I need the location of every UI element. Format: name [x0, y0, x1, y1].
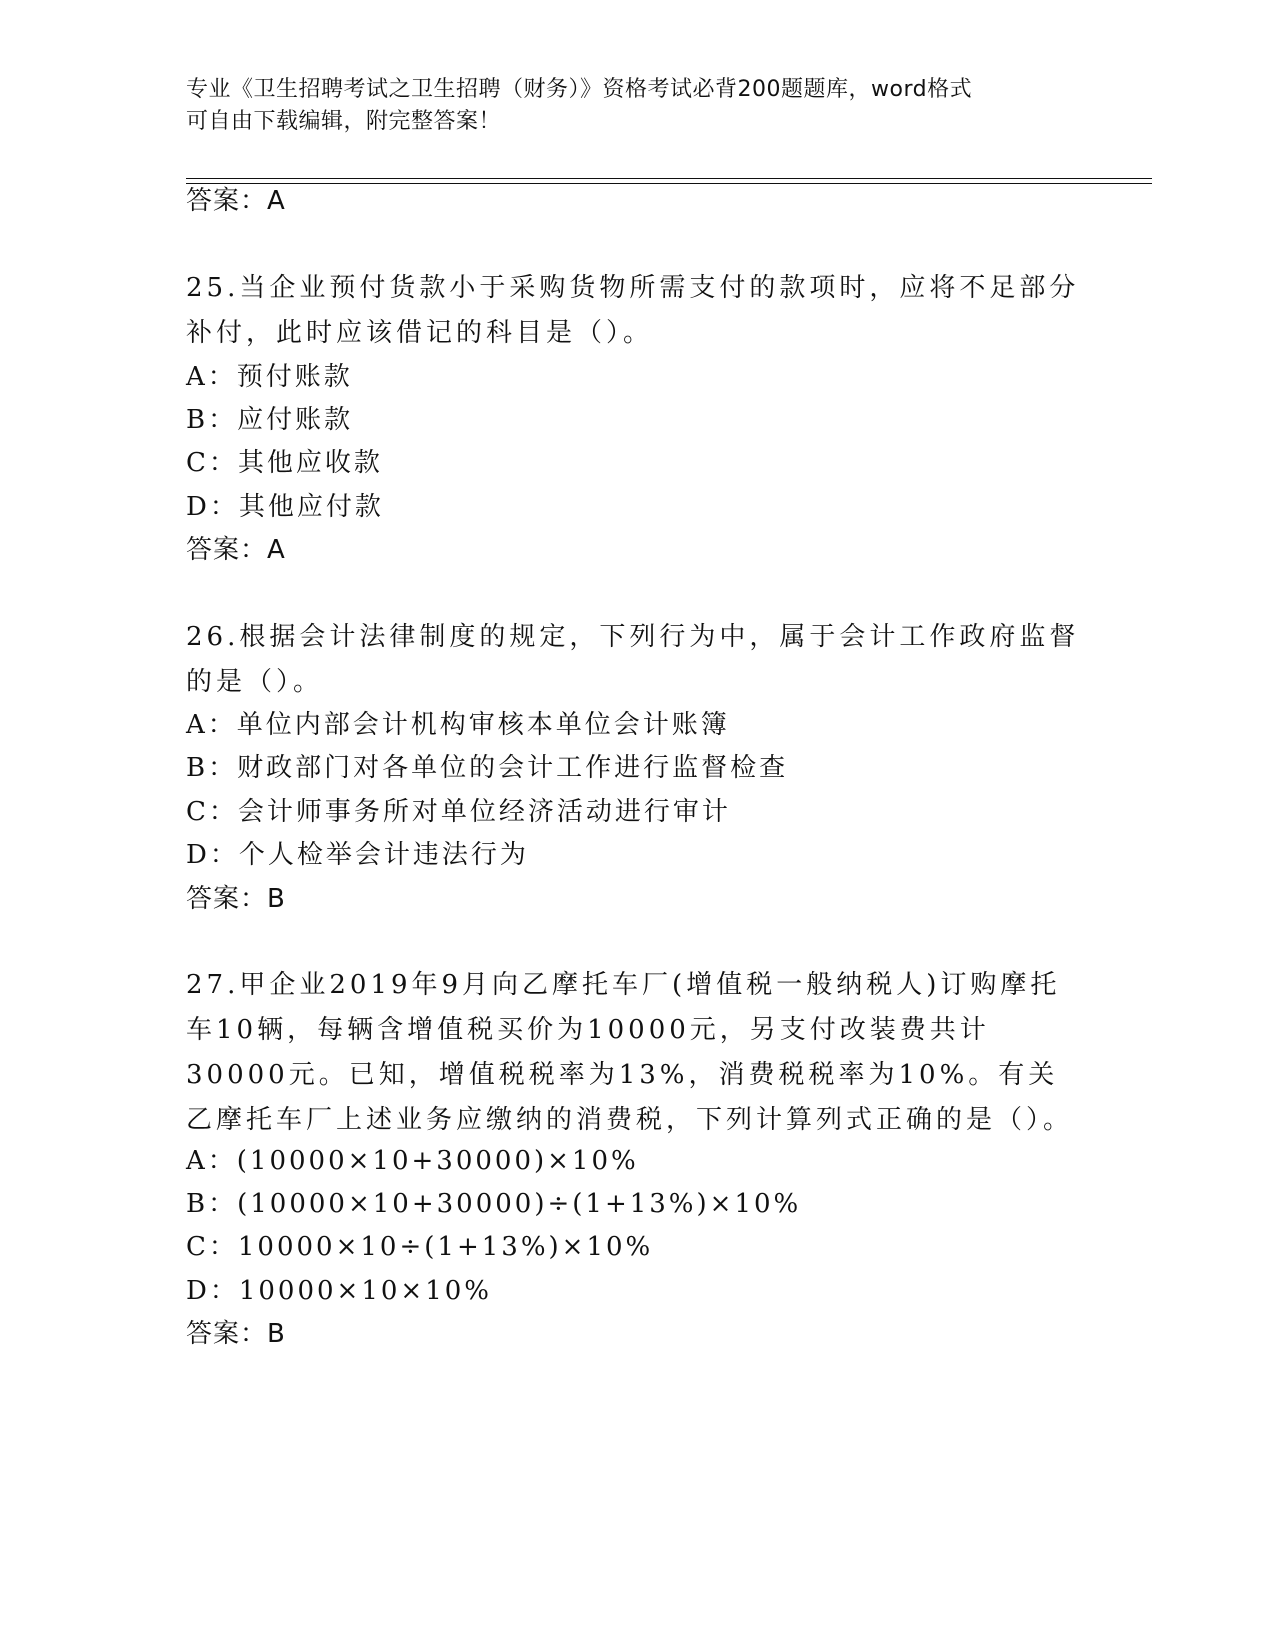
question-26-option-b: B：财政部门对各单位的会计工作进行监督检查	[186, 753, 789, 783]
question-27-option-d: D：10000×10×10%	[186, 1276, 492, 1306]
question-27-option-a: A：(10000×10+30000)×10%	[186, 1146, 639, 1176]
header-rule-top	[186, 178, 1152, 179]
question-27-option-b: B：(10000×10+30000)÷(1+13%)×10%	[186, 1189, 802, 1219]
question-25-option-d: D：其他应付款	[186, 492, 384, 522]
header-line-2: 可自由下载编辑，附完整答案！	[186, 109, 502, 134]
question-26-option-a: A：单位内部会计机构审核本单位会计账簿	[186, 710, 730, 740]
header-rule-bottom	[186, 183, 1152, 184]
document-header	[186, 74, 1066, 138]
question-25-option-a: A：预付账款	[186, 362, 353, 392]
question-25-answer: 答案：A	[186, 535, 286, 565]
question-27-option-c: C：10000×10÷(1+13%)×10%	[186, 1232, 654, 1262]
question-26-answer: 答案：B	[186, 884, 286, 914]
header-line-1: 专业《卫生招聘考试之卫生招聘（财务）》资格考试必背200题题库，word格式	[186, 77, 973, 102]
question-26-stem: 26.根据会计法律制度的规定，下列行为中，属于会计工作政府监督的是（）。	[186, 622, 1080, 697]
question-27-answer: 答案：B	[186, 1319, 286, 1349]
question-25-stem: 25.当企业预付货款小于采购货物所需支付的款项时，应将不足部分补付，此时应该借记的科目是（）。	[186, 273, 1080, 348]
question-26-option-d: D：个人检举会计违法行为	[186, 840, 529, 870]
question-25-option-b: B：应付账款	[186, 405, 354, 435]
question-26-option-c: C：会计师事务所对单位经济活动进行审计	[186, 797, 731, 827]
question-25-option-c: C：其他应收款	[186, 448, 383, 478]
answer-prev: 答案：A	[186, 186, 286, 216]
question-27-stem: 27.甲企业2019年9月向乙摩托车厂(增值税一般纳税人)订购摩托车10辆，每辆含增值税买价为10000元，另支付改装费共计30000元。已知，增值税税率为13%，消费税税率为10%。有关乙摩托车厂上述业务应缴纳的消费税，下列计算列式正确的是（）。	[186, 970, 1074, 1135]
